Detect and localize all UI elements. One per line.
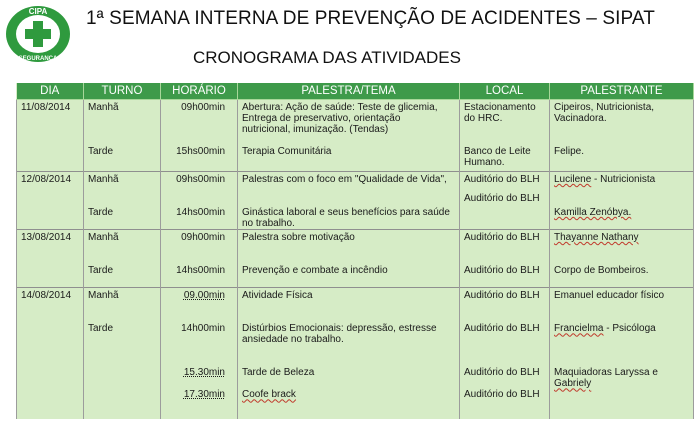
header-turno: TURNO: [84, 83, 161, 100]
time-cell: 17.30min: [183, 389, 225, 401]
location-cell: Auditório do BLH: [464, 323, 540, 335]
speaker-cell: Cipeiros, Nutricionista,: [554, 102, 655, 113]
page-subtitle: CRONOGRAMA DAS ATIVIDADES: [193, 48, 461, 67]
table-row: [17, 288, 694, 419]
shift-cell: Manhã: [88, 290, 119, 302]
speaker-cell: Lucilene: [554, 174, 592, 186]
shift-cell: Tarde: [88, 146, 114, 157]
time-cell: 09h00min: [181, 102, 225, 113]
header-palestrante: PALESTRANTE: [550, 83, 694, 100]
speaker-cell: Kamilla Zenóbya.: [554, 207, 632, 219]
date-cell: 11/08/2014: [21, 102, 71, 113]
shift-cell: Manhã: [88, 102, 119, 113]
page-title: 1ª SEMANA INTERNA DE PREVENÇÃO DE ACIDENTES – SIPAT: [86, 8, 655, 29]
topic-cell: no trabalho.: [242, 218, 295, 230]
speaker-cell: Maquiadoras Laryssa e: [554, 367, 658, 379]
speaker-cell: Felipe.: [554, 146, 585, 157]
location-cell: do HRC.: [464, 113, 503, 124]
shift-cell: Manhã: [88, 174, 119, 186]
table-header-row: [17, 83, 694, 100]
location-cell: Auditório do BLH: [464, 389, 540, 401]
speaker-role: - Psicóloga: [606, 323, 656, 335]
location-cell: Auditório do BLH: [464, 290, 540, 302]
shift-cell: Manhã: [88, 232, 119, 244]
topic-cell: Prevenção e combate a incêndio: [242, 265, 388, 277]
logo-bottom-text: SEGURANÇA: [18, 56, 58, 62]
topic-cell: Palestra sobre motivação: [242, 232, 355, 244]
topic-cell: Palestras com o foco em "Qualidade de Vida",: [242, 174, 447, 186]
location-cell: Auditório do BLH: [464, 174, 540, 186]
location-cell: Humano.: [464, 157, 505, 168]
speaker-role: - Nutricionista: [591, 174, 656, 186]
speaker-cell: Thayanne Nathany: [554, 232, 639, 244]
location-cell: Auditório do BLH: [464, 193, 540, 205]
header-dia: DIA: [17, 83, 84, 100]
location-cell: Auditório do BLH: [464, 232, 540, 244]
topic-cell: Ginástica laboral e seus benefícios para saúde: [242, 207, 450, 219]
time-cell: 09.00min: [183, 290, 225, 302]
location-cell: Auditório do BLH: [464, 367, 540, 379]
time-cell: 09h00min: [181, 232, 225, 244]
topic-cell: Entrega de preservativo, orientação: [242, 113, 401, 124]
location-cell: Auditório do BLH: [464, 265, 540, 277]
time-cell: 14hs00min: [176, 207, 225, 219]
time-cell: 14h00min: [181, 323, 225, 335]
shift-cell: Tarde: [88, 323, 114, 335]
time-cell: 09hs00min: [176, 174, 225, 186]
topic-cell: Distúrbios Emocionais: depressão, estresse: [242, 323, 437, 335]
location-cell: Estacionamento: [464, 102, 536, 113]
topic-cell: ansiedade no trabalho.: [242, 334, 344, 346]
time-cell: 15hs00min: [176, 146, 225, 157]
table-row: [17, 172, 694, 230]
topic-cell: Abertura: Ação de saúde: Teste de glicemia,: [242, 102, 438, 113]
schedule-table: [16, 83, 694, 419]
speaker-cell: Vacinadora.: [554, 113, 607, 124]
header-horario: HORÁRIO: [161, 83, 238, 100]
cipa-logo: [4, 4, 72, 64]
table-row: [17, 100, 694, 172]
time-cell: 15.30min: [183, 367, 225, 379]
shift-cell: Tarde: [88, 265, 114, 277]
topic-cell: Atividade Física: [242, 290, 313, 302]
date-cell: 12/08/2014: [21, 174, 72, 186]
topic-cell: Tarde de Beleza: [242, 367, 315, 379]
topic-cell: Terapia Comunitária: [242, 146, 332, 157]
topic-cell: nutricional, imunização. (Tendas): [242, 124, 389, 135]
speaker-cell: Emanuel educador físico: [554, 290, 665, 302]
header-local: LOCAL: [460, 83, 550, 100]
shift-cell: Tarde: [88, 207, 114, 219]
speaker-cell: Corpo de Bombeiros.: [554, 265, 649, 277]
date-cell: 13/08/2014: [21, 232, 72, 244]
location-cell: Banco de Leite: [464, 146, 531, 157]
speaker-cell: Francielma: [554, 323, 604, 335]
table-row: [17, 230, 694, 288]
time-cell: 14hs00min: [176, 265, 225, 277]
logo-top-text: CIPA: [28, 7, 48, 16]
speaker-cell: Gabriely: [554, 378, 592, 390]
topic-cell: Coofe brack: [242, 389, 296, 401]
header-palestra: PALESTRA/TEMA: [238, 83, 460, 100]
date-cell: 14/08/2014: [21, 290, 72, 302]
